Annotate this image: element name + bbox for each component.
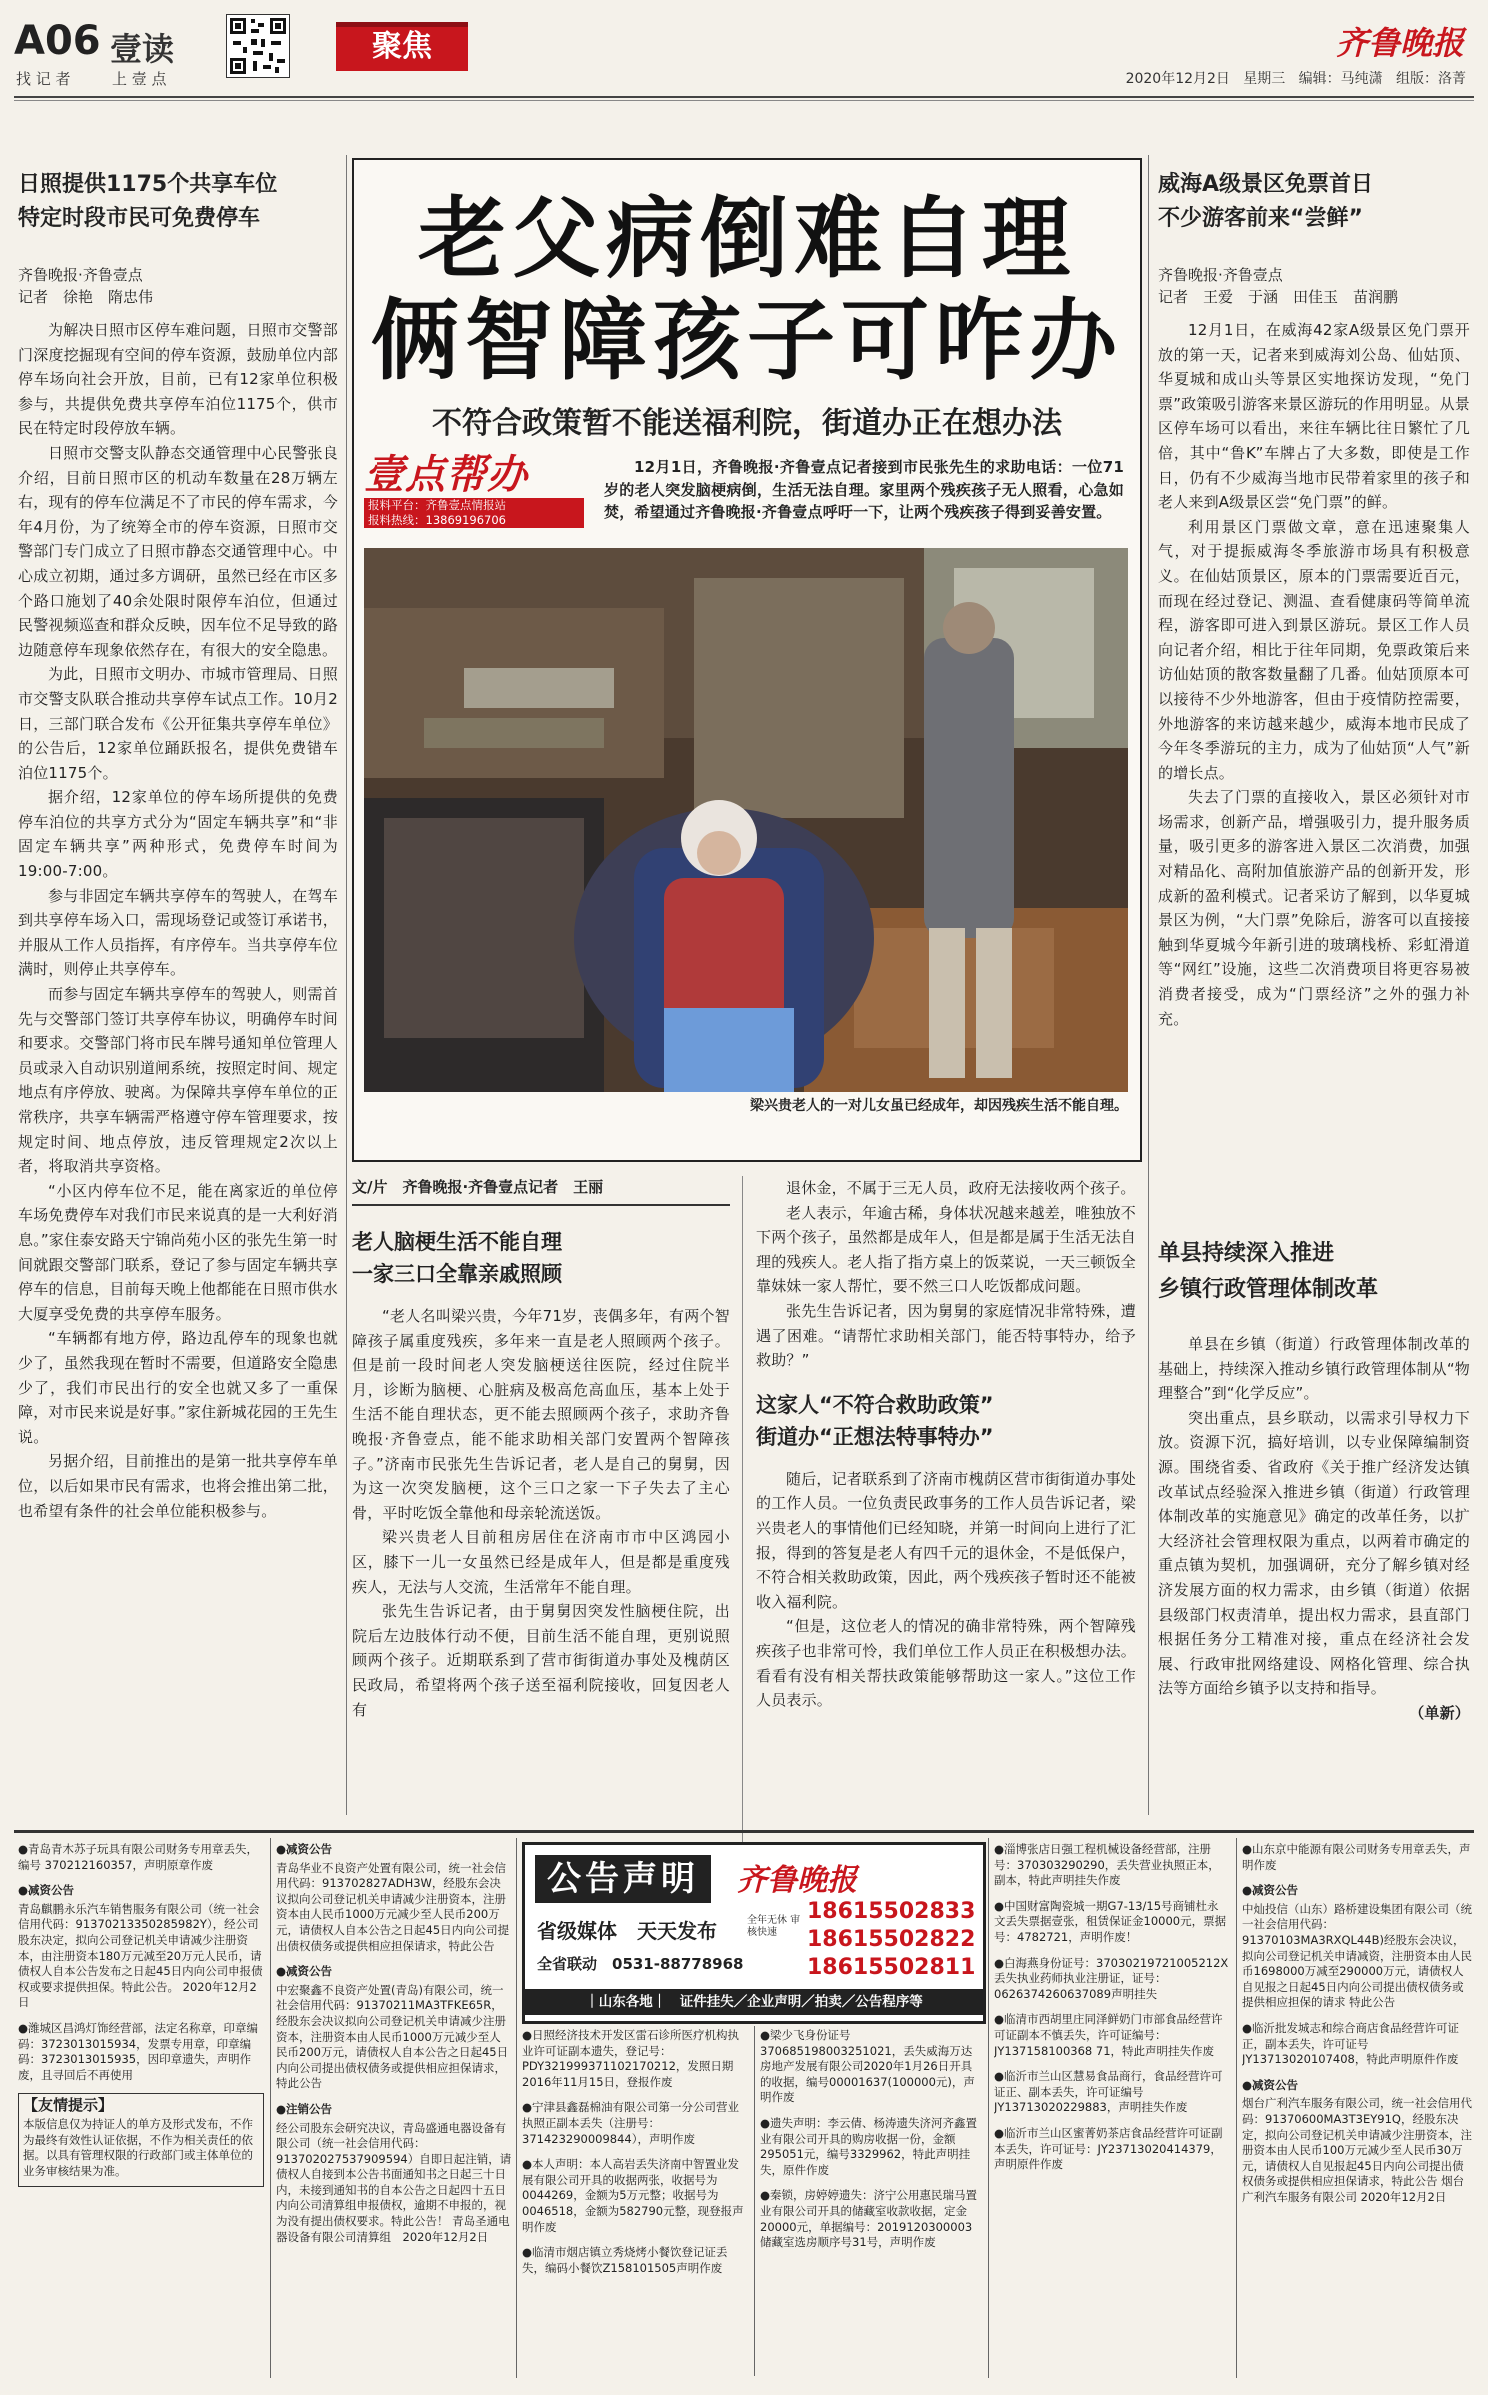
classified-ad [994, 2012, 1230, 2059]
classified-ad-body: ●本人声明：本人高岩丢失济南中智置业发展有限公司开具的收据两张，收据号为0044269，金额为5万元整；收据号为0046518，金额为582790元整，现登报声明作废 [522, 2157, 744, 2234]
classified-ad-body: ●青岛青木苏子玩具有限公司财务专用章丢失，编号 370212160357，声明原章作废 [18, 1842, 259, 1872]
left-article-body [18, 318, 338, 1523]
report-hotline: 报料热线：13869196706 [364, 513, 584, 528]
issue-date: 2020年12月2日 [1125, 71, 1230, 87]
right1-byline2: 记者 王爱 于涵 田佳玉 苗润鹏 [1158, 288, 1399, 306]
main-col2-body-b [756, 1467, 1136, 1713]
main-col1-body [352, 1304, 730, 1722]
main-title-line1: 老父病倒难自理 [417, 186, 1076, 290]
paragraph: 随后，记者联系到了济南市槐荫区营市街街道办事处的工作人员。一位负责民政事务的工作人员告诉记者，梁兴贵老人的事情他们已经知晓，并第一时间向上进行了汇报，得到的答复是老人有四千元的退休金，不是低保户，不符合相关救助政策，因此，两个残疾孩子暂时还不能被收入福利院。 [756, 1469, 1137, 1611]
photo-credit: 文/片 齐鲁晚报·齐鲁壹点记者 王丽 [352, 1176, 730, 1206]
right2-title-line2: 乡镇行政管理体制改革 [1158, 1277, 1379, 1302]
paragraph: 另据介绍，目前推出的是第一批共享停车单位，以后如果市民有需求，也将会推出第二批，也希望有条件的社会单位能积极参与。 [18, 1452, 338, 1520]
help-brand-logo [364, 452, 584, 527]
classified-ad-body: ●日照经济技术开发区雷石诊所医疗机构执业许可证副本遗失，登记号：PDY321999371102170212，发照日期2016年11月15日，登报作废 [522, 2028, 740, 2089]
classified-ad-body: 中宏聚鑫不良资产处置(青岛)有限公司，统一社会信用代码：91370211MA3TFKE65R，经股东会决议拟向公司登记机关申请减少注册资本，注册资本由人民币1000万元减少至人民币200万元，请债权人自本公告之日起45日内向公司提出债权债务或提供相应担保请求，特此公告 [276, 1982, 509, 2091]
classified-ad [994, 2069, 1230, 2116]
classified-ad-body: 中灿投信（山东）路桥建设集团有限公司（统一社会信用代码：91370103MA3RXQL44B)经股东会决议，拟向公司登记机关申请减资，注册资本由人民币1698000万减至290000万元，请债权人自见报之日起45日内向公司提出债权债务或提供相应担保的请求 特此公告 [1242, 1901, 1472, 2010]
classified-ad-title: ●减资公告 [18, 1883, 75, 1898]
classified-ad-body: ●白海燕身份证号：37030219721005212X丢失执业药师执业注册证，证号：0626374260637089声明挂失 [994, 1955, 1229, 2001]
left-article-title-line1: 日照提供1175个共享车位 [18, 172, 278, 197]
weekday: 星期三 [1243, 71, 1286, 87]
paragraph: 退休金，不属于三无人员，政府无法接收两个孩子。 [786, 1179, 1136, 1197]
classified-ad [18, 1883, 264, 2011]
report-platform: 报料平台：齐鲁壹点情报站 [364, 498, 584, 513]
left-article-byline2: 记者 徐艳 隋忠伟 [18, 288, 154, 306]
main-article-col2 [756, 1176, 1136, 1713]
classified-ad-body: ●临清市烟店镇立秀烧烤小餐饮登记证丢失，编码小餐饮Z158101505声明作废 [522, 2245, 728, 2275]
paragraph: 突出重点，县乡联动，以需求引导权力下放。资源下沉，搞好培训，以专业保障编制资源。围绕省委、省政府《关于推广经济发达镇改革试点经验深入推进乡镇（街道）行政管理体制改革的实施意见》确定的改革任务，以扩大经济社会管理权限为重点，以两着市确定的重点镇为契机，加强调研，充分了解乡镇对经济发展方面的权力需求，由乡镇（街道）依据县级部门权责清单，提出权力需求，县直部门根据任务分工精准对接，重点在经济社会发展、行政审批网络建设、网格化管理、综合执法等方面给乡镇予以支持和指导。 [1158, 1408, 1470, 1698]
classified-ad-title: ●减资公告 [276, 1842, 333, 1856]
right-article-2 [1158, 1236, 1470, 1726]
paper-logo: 齐鲁晚报 [1335, 24, 1464, 62]
paragraph: 参与非固定车辆共享停车的驾驶人，在驾车到共享停车场入口，需现场登记或签订承诺书，并服从工作人员指挥，有序停车。当共享停车位满时，则停止共享停车。 [18, 886, 338, 979]
classified-ad [1242, 1883, 1472, 2011]
header-divider-thin [14, 100, 1474, 101]
section-tag-label: 聚焦 [372, 29, 432, 64]
classified-ad [760, 2028, 982, 2106]
classified-ad [522, 2028, 748, 2090]
classified-ad [276, 2102, 512, 2245]
ads-rule-center [754, 2026, 755, 2376]
classified-ad-body: ●淄博张店日强工程机械设备经营部，注册号：370303290290，丢失营业执照正本，副本，特此声明挂失作废 [994, 1842, 1220, 1888]
classified-ad [522, 2100, 748, 2147]
classified-ad [276, 1964, 512, 2092]
classified-ad-body: 烟台广利汽车服务有限公司，统一社会信用代码：91370600MA3T3EY91Q，经股东决定，拟向公司登记机关申请减少注册资本，注册资本由人民币100万元减少至人民币30万元，请债权人自见报起45日内向公司提出债权债务或提供相应担保请求，特此公告 烟台广利汽车服务有限公司 2020年12月2日 [1242, 2096, 1472, 2204]
section2-title-line1: 这家人“不符合救助政策” [756, 1392, 994, 1417]
edition-info [1126, 68, 1466, 88]
ads-rule-3 [988, 1838, 989, 2378]
classified-ad-body: ●临沂批发城志和综合商店食品经营许可证正，副本丢失，许可证号JY13713020107408，特此声明原件作废 [1242, 2020, 1460, 2067]
right1-byline1: 齐鲁晚报·齐鲁壹点 [1158, 266, 1283, 284]
paragraph: 梁兴贵老人目前租房居住在济南市市中区鸿园小区，膝下一儿一女虽然已经是成年人，但是都是重度残疾人，无法与人交流，生活常年不能自理。 [352, 1528, 730, 1596]
section-tag [336, 22, 468, 71]
notice-phone-2: 18615502822 [807, 1927, 976, 1952]
section2-title-line2: 街道办“正想法特事特办” [756, 1424, 994, 1449]
notice-box-title: 公告声明 [535, 1855, 711, 1903]
main-col2-body-a [756, 1176, 1136, 1373]
classified-ad-body: ●临沂市兰山区慧易食品商行，食品经营许可证正、副本丢失，许可证编号JY13713020229883，声明挂失作废 [994, 2069, 1223, 2115]
ads-column-4 [994, 1842, 1230, 2362]
classified-ad [994, 1842, 1230, 1889]
right2-title-line1: 单县持续深入推进 [1158, 1241, 1335, 1266]
ads-column-2 [276, 1842, 512, 2362]
notice-services: ｜山东各地｜ 证件挂失／企业声明／拍卖／公告程序等 [525, 1989, 983, 2015]
classified-ad [18, 2021, 264, 2083]
paragraph: “小区内停车位不足，能在离家近的单位停车场免费停车对我们市民来说真的是一大利好消息。”家住泰安路天宁锦尚苑小区的张先生第一时间就跟交警部门联系，登记了参与固定车辆共享停车的信息，目前每天晚上他都能在日照市供水大厦享受免费的共享停车服务。 [18, 1181, 338, 1323]
main-title-line2: 俩智障孩子可咋办 [370, 288, 1123, 392]
classified-ad [1242, 2021, 1472, 2068]
classified-ad-body: ●梁少飞身份证号370685198003251021，丢失威海万达房地产发展有限公司2020年1月26日开具的收据，编号00001637(100000元)，声明作废 [760, 2028, 975, 2105]
classified-ad [1242, 1842, 1472, 1873]
paragraph: “老人名叫梁兴贵，今年71岁，丧偶多年，有两个智障孩子属重度残疾，多年来一直是老人照顾两个孩子。但是前一段时间老人突发脑梗送往医院，经过住院半月，诊断为脑梗、心脏病及极高危高血压，基本上处于生活不能自理状态，更不能去照顾两个孩子，求助齐鲁晚报·齐鲁壹点，能不能求助相关部门安置两个智障孩子。”济南市民张先生告诉记者，老人是自己的舅舅，因为这一次突发脑梗，这个三口之家一下子失去了主心骨，平时吃饭全靠他和母亲轮流送饭。 [352, 1307, 730, 1522]
layout-editor: 组版：洛菁 [1396, 71, 1466, 87]
masthead [14, 18, 1474, 88]
paragraph: “但是，这位老人的情况的确非常特殊，两个智障残疾孩子也非常可怜，我们单位工作人员正在积极想办法。看看有没有相关帮扶政策能够帮助这一家人。”这位工作人员表示。 [756, 1617, 1137, 1710]
classified-ad [760, 2116, 982, 2178]
header-divider [14, 96, 1474, 98]
notice-box-brand: 齐鲁晚报 [737, 1863, 857, 1898]
classified-ad-body: ●山东京中能源有限公司财务专用章丢失，声明作废 [1242, 1842, 1471, 1872]
column-rule-right [1148, 155, 1149, 1815]
main-article-box [352, 158, 1142, 1162]
classified-ad [522, 2157, 748, 2235]
classified-ad-body: ●遗失声明：李云倩、杨涛遗失济河齐鑫置业有限公司开具的购房收据一份，金额295051元，编号3329962，特此声明挂失，原件作废 [760, 2115, 978, 2177]
news-photo [364, 548, 1128, 1092]
ads-rule-2 [516, 1838, 517, 2378]
paragraph: 12月1日，在威海42家A级景区免门票开放的第一天，记者来到威海刘公岛、仙姑顶、华夏城和成山头等景区实地探访发现，“免门票”政策吸引游客来景区游玩的作用明显。从景区停车场可以看出，来往车辆比往日繁忙了几倍，其中“鲁K”车牌占了大多数，即使是工作日，仍有不少威海当地市民带着家里的孩子和老人来到A级景区尝“免门票”的鲜。 [1158, 321, 1470, 512]
help-brand-text: 壹点帮办 [364, 452, 528, 498]
classified-ad-body: ●潍城区昌鸿灯饰经营部，法定名称章，印章编码：3723013015934，发票专用章，印章编码：3723013015935，因印章遗失，声明作废，且寻回后不再使用 [18, 2020, 259, 2082]
notice-phone-1: 18615502833 [807, 1899, 976, 1924]
classified-ad-body: 本版信息仅为持证人的单方及形式发布，不作为最终有效性认证依据，不作为相关责任的依据。以具有管理权限的行政部门或主体单位的业务审核结果为准。 [23, 2116, 253, 2178]
classified-ad [18, 1842, 264, 1873]
classified-ad [522, 2245, 748, 2276]
right1-title-line1: 威海A级景区免票首日 [1158, 172, 1374, 197]
ads-top-rule [14, 1830, 1474, 1833]
classified-ad [1242, 2078, 1472, 2206]
classified-ad-body: 青岛麒鹏永乐汽车销售服务有限公司（统一社会信用代码：91370213350285982Y），经公司股东决定，拟向公司登记机关申请减少注册资本，由注册资本180万元减至20万元人民币，请债权人自本公告发布之日起45日内向公司申报债权或要求提供担保。特此公告。 2020年12月2日 [18, 1901, 263, 2010]
ads-rule-4 [1236, 1838, 1237, 2378]
ads-rule-1 [270, 1838, 271, 2378]
right-article-1 [1158, 168, 1470, 1031]
paragraph: “车辆都有地方停，路边乱停车的现象也就少了，虽然我现在暂时不需要，但道路安全隐患少了，我们市民出行的安全也就又多了一重保障，对市民来说是好事。”家住新城花园的王先生说。 [18, 1329, 338, 1446]
classified-ad-body: 经公司股东会研究决议，青岛盛通电器设备有限公司（统一社会信用代码：913702027537909594）自即日起注销，请债权人自接到本公告书面通知书之日起三十日内，未接到通知书的自本公告之日起四十五日内向公司清算组申报债权，逾期不申报的，视为没有提出债权要求。特此公告！ 青岛圣通电器设备有限公司清算组 2020年12月2日 [276, 2120, 512, 2244]
classified-ad [994, 1956, 1230, 2003]
right2-body [1158, 1332, 1470, 1726]
column-rule-left [346, 155, 347, 1815]
section-name: 壹读 [110, 30, 175, 68]
classified-ad-title: 【友情提示】 [23, 2096, 114, 2115]
ads-center-right [760, 2028, 982, 2368]
slogan-left: 找 记 者 [16, 70, 71, 88]
paragraph: 张先生告诉记者，由于舅舅因突发性脑梗住院，出院后左边肢体行动不便，目前生活不能自理，更别说照顾两个孩子。近期联系到了营市街街道办事处及槐荫区民政局，希望将两个孩子送至福利院接收，回复因老人有 [352, 1602, 730, 1719]
paragraph: 老人表示，年逾古稀，身体状况越来越差，唯独放不下两个孩子，虽然都是成年人，但是都是属于生活无法自理的残疾人。老人指了指方桌上的饭菜说，一天三顿饭全靠妹妹一家人帮忙，要不然三口人吃饭都成问题。 [756, 1203, 1137, 1296]
notice-box-sub: 全年无休 审核快速 [747, 1915, 801, 1938]
ads-column-1 [18, 1842, 264, 2362]
notice-box [522, 1842, 986, 2024]
classified-ad [994, 1899, 1230, 1946]
classified-ad-title: ●减资公告 [1242, 2077, 1299, 2092]
paragraph: 利用景区门票做文章，意在迅速聚集人气，对于提振威海冬季旅游市场具有积极意义。在仙姑顶景区，原本的门票需要近百元，而现在经过登记、测温、查看健康码等简单流程，游客即可进入到景区游玩。景区工作人员向记者介绍，相比于往年同期，免票政策后来访仙姑顶的散客数量翻了几番。仙姑顶原本可以接待不少外地游客，但由于疫情防控需要，外地游客的来访越来越少，威海本地市民成了今年冬季游玩的主力，成为了仙姑顶“人气”新的增长点。 [1158, 517, 1470, 782]
qr-code-icon [226, 14, 290, 78]
notice-box-slogan: 省级媒体 天天发布 [537, 1919, 717, 1943]
classified-ad [760, 2188, 982, 2250]
right1-body [1158, 318, 1470, 1031]
classified-ad-title: ●减资公告 [1242, 1883, 1299, 1898]
right1-title-line2: 不少游客前来“尝鲜” [1158, 206, 1363, 231]
section1-title-line2: 一家三口全靠亲戚照顾 [352, 1262, 562, 1286]
ads-center-left [522, 2028, 748, 2368]
classified-ad-body: ●中国财富陶瓷城一期G7-13/15号商铺杜永文丢失票据壹张，租赁保证金10000元，票据号：4782721，声明作废！ [994, 1898, 1227, 1944]
left-article-title-line2: 特定时段市民可免费停车 [18, 206, 261, 231]
classified-ad [18, 2093, 264, 2187]
left-article [18, 168, 338, 1523]
notice-phone-3: 18615502811 [807, 1955, 976, 1980]
paragraph: 张先生告诉记者，因为舅舅的家庭情况非常特殊，遭遇了困难。“请帮忙求助相关部门，能否特事特办，给予救助？” [756, 1301, 1136, 1370]
paragraph: 而参与固定车辆共享停车的驾驶人，则需首先与交警部门签订共享停车协议，明确停车时间和要求。交警部门将市民车牌号通知单位管理人员或录入自动识别道闸系统，按照定时间、规定地点有序停放、驶离。为保障共享停车单位的正常秩序，共享车辆需严格遵守停车管理要求，按规定时间、地点停放，违反管理规定2次以上者，将取消共享资格。 [18, 985, 338, 1176]
slogan-right: 上 壹 点 [112, 70, 167, 88]
paragraph: 为解决日照市区停车难问题，日照市交警部门深度挖掘现有空间的停车资源，鼓励单位内部停车场向社会开放，目前，已有12家单位积极参与，共提供免费共享停车泊位1175个，供市民在特定时段停放车辆。 [18, 321, 338, 438]
paragraph: （单新） [1409, 1703, 1470, 1722]
classified-ad-body: ●临沂市兰山区蜜菁奶茶店食品经营许可证副本丢失，许可证号：JY23713020414379，声明原件作废 [994, 2125, 1223, 2172]
classified-ad-body: ●秦锁，房婷婷遗失：济宁公用惠民瑞马置业有限公司开具的储藏室收款收据，定金20000元，单据编号：2019120300003储藏室选房顺序号31号，声明作废 [760, 2188, 978, 2250]
main-subtitle: 不符合政策暂不能送福利院，街道办正在想办法 [432, 406, 1062, 441]
notice-box-hotline: 全省联动 0531-88778968 [537, 1955, 744, 1973]
paragraph: 日照市交警支队静态交通管理中心民警张良介绍，目前日照市区的机动车数量在28万辆左右，现有的停车位满足不了市民的停车需求，今年4月份，为了统筹全市的停车资源，日照市交警部门专门成立了日照市静态交通管理中心。中心成立初期，通过多方调研，虽然已经在市区多个路口施划了40余处限时限停车泊位，但通过民警视频巡查和群众反映，因车位不足导致的路边随意停车现象依然存在，有很大的安全隐患。 [18, 443, 338, 659]
classified-ad-title: ●注销公告 [276, 2101, 333, 2116]
paragraph: 失去了门票的直接收入，景区必须针对市场需求，创新产品，增强吸引力，提升服务质量，吸引更多的游客进入景区二次消费，加强对精品化、高附加值旅游产品的创新开发，形成新的盈利模式。记者采访了解到，以华夏城景区为例，“大门票”免除后，游客可以直接接触到华夏城今年新引进的玻璃栈桥、彩虹滑道等“网红”设施，这些二次消费项目将更容易被消费者接受，成为“门票经济”之外的强力补充。 [1158, 788, 1470, 1028]
paragraph: 为此，日照市文明办、市城市管理局、日照市交警支队联合推动共享停车试点工作。10月2日，三部门联合发布《公开征集共享停车单位》的公告后，12家单位踊跃报名，提供免费错车泊位1175个。 [18, 665, 338, 782]
classified-ad-body: ●宁津县鑫磊棉油有限公司第一分公司营业执照正副本丢失（注册号：371423290009844），声明作废 [522, 2100, 740, 2146]
editor: 编辑：马纯潇 [1298, 71, 1383, 87]
ads-column-5 [1242, 1842, 1472, 2362]
main-lead: 12月1日，齐鲁晚报·齐鲁壹点记者接到市民张先生的求助电话：一位71岁的老人突发脑梗病倒，生活无法自理。家里两个残疾孩子无人照看，心急如焚，希望通过齐鲁晚报·齐鲁壹点呼吁一下，让两个残疾孩子得到妥善安置。 [604, 458, 1124, 521]
main-article-col1 [352, 1176, 730, 1722]
section1-title-line1: 老人脑梗生活不能自理 [352, 1230, 562, 1254]
page-number: A06 [14, 18, 101, 64]
classified-ad [994, 2126, 1230, 2173]
photo-caption: 梁兴贵老人的一对儿女虽已经成年，却因残疾生活不能自理。 [750, 1098, 1128, 1114]
classified-ad-title: ●减资公告 [276, 1964, 333, 1979]
classified-ad [276, 1842, 512, 1954]
left-article-byline1: 齐鲁晚报·齐鲁壹点 [18, 266, 143, 284]
paragraph: 据介绍，12家单位的停车场所提供的免费停车泊位的共享方式分为“固定车辆共享”和“非固定车辆共享”两种形式，免费停车时间为19:00-7:00。 [18, 788, 338, 881]
classified-ad-body: 青岛华业不良资产处置有限公司，统一社会信用代码：913702827ADH3W，经股东会决议拟向公司登记机关申请减少注册资本，注册资本由人民币1000万元减少至人民币200万元，请债权人自本公告之日起45日内向公司提出债权债务或提供相应担保请求，特此公告 [276, 1860, 510, 1953]
paragraph: 单县在乡镇（街道）行政管理体制改革的基础上，持续深入推动乡镇行政管理体制从“物理整合”到“化学反应”。 [1158, 1335, 1470, 1403]
classified-ad-body: ●临清市西胡里庄同泽鲜奶门市部食品经营许可证副本不慎丢失，许可证编号：JY137158100368 71，特此声明挂失作废 [994, 2012, 1223, 2058]
